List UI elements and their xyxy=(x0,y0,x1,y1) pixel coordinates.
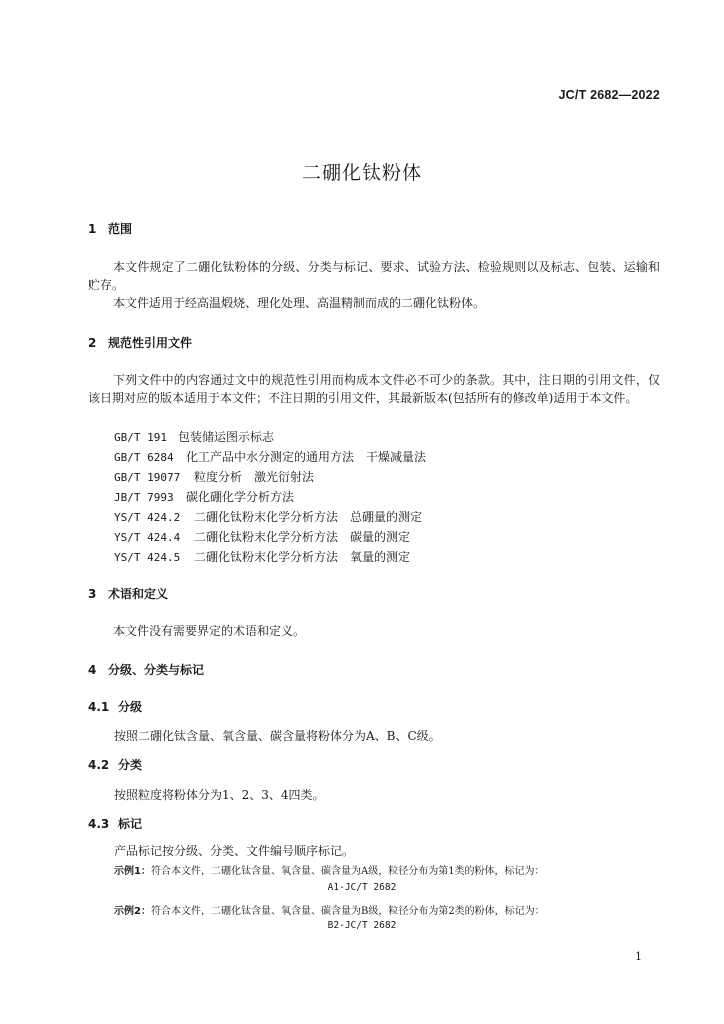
section-number: 2 xyxy=(88,336,97,350)
reference-item xyxy=(114,428,274,445)
reference-item xyxy=(114,548,410,565)
section-1-heading xyxy=(88,220,132,237)
reference-name: 粒度分析 激光衍射法 xyxy=(194,470,315,484)
subsection-4-3-heading xyxy=(88,815,142,832)
example-text: 符合本文件，二硼化钛含量、氧含量、碳含量为B级，粒径分布为第2类的粉体，标记为： xyxy=(150,906,545,917)
reference-item xyxy=(114,468,314,485)
reference-code: YS/T 424.4 xyxy=(114,531,181,544)
reference-code: GB/T 19077 xyxy=(114,471,181,484)
section-1-paragraph-2: 本文件适用于经高温煅烧、理化处理、高温精制而成的二硼化钛粉体。 xyxy=(113,296,486,310)
section-3-paragraph-1: 本文件没有需要界定的术语和定义。 xyxy=(113,624,306,638)
document-title: 二硼化钛粉体 xyxy=(301,162,422,184)
reference-code: YS/T 424.5 xyxy=(114,551,181,564)
subsection-4-2-text: 按照粒度将粉体分为1、2、3、4四类。 xyxy=(114,788,325,802)
section-number: 4 xyxy=(88,663,97,677)
section-title: 规范性引用文件 xyxy=(108,336,193,350)
reference-code: JB/T 7993 xyxy=(114,491,174,504)
subsection-number: 4.2 xyxy=(88,758,110,772)
section-4-heading xyxy=(88,661,204,678)
subsection-number: 4.3 xyxy=(88,817,110,831)
page-number: 1 xyxy=(635,950,642,963)
reference-code: GB/T 6284 xyxy=(114,451,174,464)
section-3-heading xyxy=(88,585,168,602)
section-1-paragraph-1: 本文件规定了二硼化钛粉体的分级、分类与标记、要求、试验方法、检验规则以及标志、包装、运输和贮存。 xyxy=(88,260,660,292)
reference-name: 碳化硼化学分析方法 xyxy=(186,490,295,504)
example-2 xyxy=(114,902,545,917)
section-number: 3 xyxy=(88,587,97,601)
subsection-title: 分类 xyxy=(118,758,143,772)
example-1-code: A1-JC/T 2682 xyxy=(327,882,397,893)
reference-name: 二硼化钛粉末化学分析方法 氧量的测定 xyxy=(194,550,411,564)
reference-code: YS/T 424.2 xyxy=(114,511,181,524)
section-number: 1 xyxy=(88,222,97,236)
subsection-title: 分级 xyxy=(118,700,143,714)
reference-name: 包装储运图示标志 xyxy=(178,430,275,444)
standard-code: JC/T 2682—2022 xyxy=(558,88,660,102)
example-text: 符合本文件，二硼化钛含量、氧含量、碳含量为A级，粒径分布为第1类的粉体，标记为： xyxy=(150,866,545,877)
example-1 xyxy=(114,862,545,877)
subsection-number: 4.1 xyxy=(88,700,110,714)
section-2-paragraph-1: 下列文件中的内容通过文中的规范性引用而构成本文件必不可少的条款。其中，注日期的引用文件，仅该日期对应的版本适用于本文件；不注日期的引用文件，其最新版本(包括所有的修改单)适用于本文件。 xyxy=(88,373,660,405)
reference-item xyxy=(114,528,410,545)
subsection-4-3-text: 产品标记按分级、分类、文件编号顺序标记。 xyxy=(114,844,355,858)
example-2-code: B2-JC/T 2682 xyxy=(327,920,397,931)
example-label: 示例1： xyxy=(114,866,151,877)
reference-name: 二硼化钛粉末化学分析方法 碳量的测定 xyxy=(194,530,411,544)
reference-item xyxy=(114,448,426,465)
subsection-title: 标记 xyxy=(118,817,143,831)
subsection-4-1-text: 按照二硼化钛含量、氧含量、碳含量将粉体分为A、B、C级。 xyxy=(114,729,441,743)
reference-code: GB/T 191 xyxy=(114,431,167,444)
section-2-heading xyxy=(88,334,192,351)
section-title: 范围 xyxy=(108,222,133,236)
example-label: 示例2： xyxy=(114,906,151,917)
reference-name: 化工产品中水分测定的通用方法 干燥减量法 xyxy=(186,450,427,464)
subsection-4-2-heading xyxy=(88,756,142,773)
section-title: 分级、分类与标记 xyxy=(108,663,205,677)
reference-item xyxy=(114,508,422,525)
reference-name: 二硼化钛粉末化学分析方法 总硼量的测定 xyxy=(194,510,423,524)
reference-item xyxy=(114,488,294,505)
subsection-4-1-heading xyxy=(88,698,142,715)
section-title: 术语和定义 xyxy=(108,587,169,601)
